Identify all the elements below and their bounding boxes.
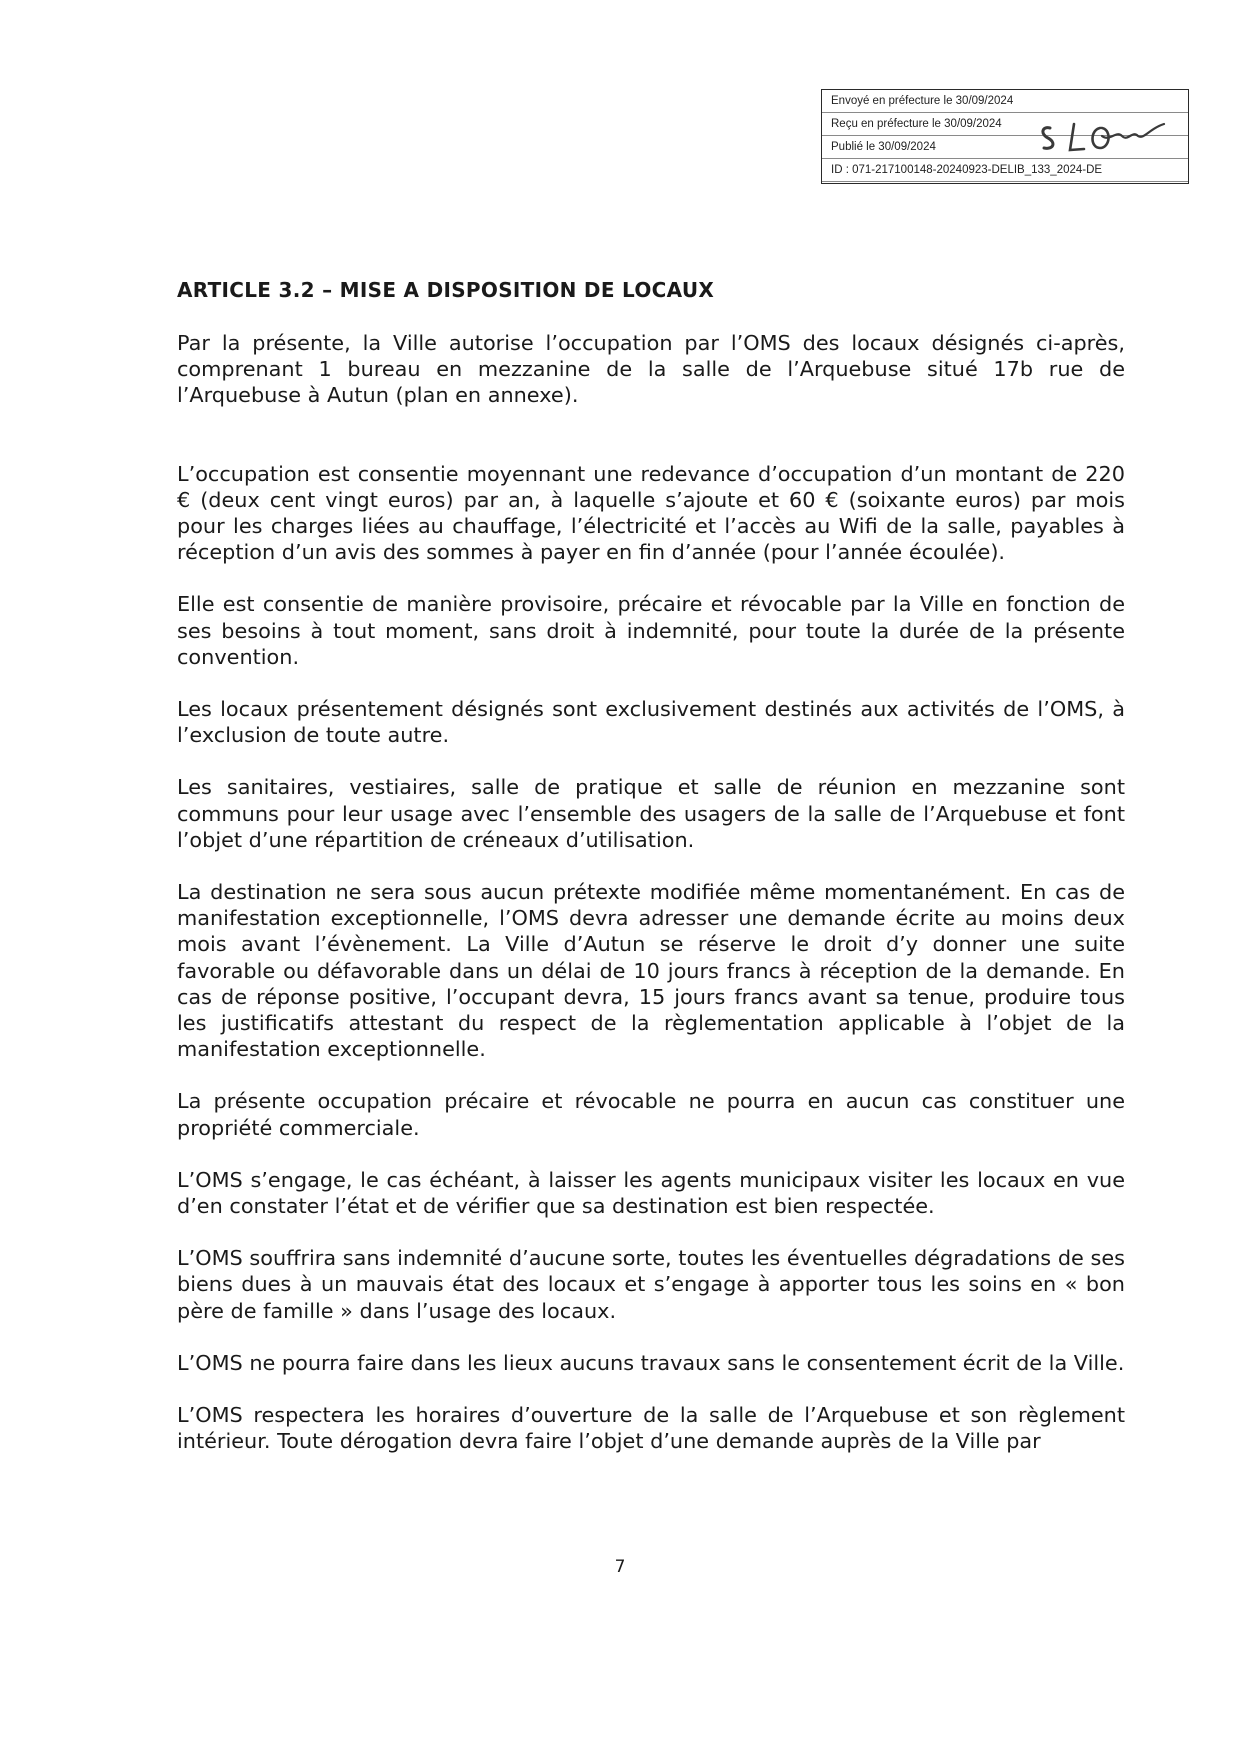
paragraph-works: L’OMS ne pourra faire dans les lieux aucuns travaux sans le consentement écrit de la Ville. [177, 1350, 1125, 1375]
article-title: ARTICLE 3.2 – MISE A DISPOSITION DE LOCAUX [177, 278, 715, 302]
paragraph-destination: La destination ne sera sous aucun prétexte modifiée même momentanément. En cas de manifestation exceptionnelle, l’OMS devra adresser une demande écrite au moins deux mois avant l’évènement. La Ville d’Autun se réserve le droit d’y donner une suite favorable ou défavorable dans un délai de 10 jours francs à réception de la demande. En cas de réponse positive, l’occupant devra, 15 jours francs avant sa tenue, produire tous les justificatifs attestant du respect de la règlementation applicable à l’objet de la manifestation exceptionnelle. [177, 880, 1125, 1062]
document-body [177, 270, 1125, 1481]
paragraph-inspection: L’OMS s’engage, le cas échéant, à laisser les agents municipaux visiter les locaux en vue d’en constater l’état et de vérifier que sa destination est bien respectée. [177, 1167, 1125, 1219]
paragraph-exclusive-use: Les locaux présentement désignés sont exclusivement destinés aux activités de l’OMS, à l’exclusion de toute autre. [177, 697, 1125, 748]
paragraph-fee: L’occupation est consentie moyennant une redevance d’occupation d’un montant de 220 € (deux cent vingt euros) par an, à laquelle s’ajoute et 60 € (soixante euros) par mois pour les charges liées au chauffage, l’électricité et l’accès au Wifi de la salle, payables à réception d’un avis des sommes à payer en fin d’année (pour l’année écoulée). [177, 461, 1125, 565]
paragraph-shared-facilities: Les sanitaires, vestiaires, salle de pratique et salle de réunion en mezzanine sont communs pour leur usage avec l’ensemble des usagers de la salle de l’Arquebuse et font l’objet d’une répartition de créneaux d’utilisation. [177, 775, 1125, 852]
stamp-id: ID : 071-217100148-20240923-DELIB_133_2024-DE [822, 159, 1188, 182]
paragraph-opening-hours: L’OMS respectera les horaires d’ouverture de la salle de l’Arquebuse et son règlement intérieur. Toute dérogation devra faire l’objet d’une demande auprès de la Ville par [177, 1403, 1125, 1454]
page-number: 7 [614, 1557, 626, 1577]
stamp-sent-date: Envoyé en préfecture le 30/09/2024 [822, 90, 1188, 113]
stamp-published-date: Publié le 30/09/2024 [822, 136, 1188, 159]
prefecture-stamp [821, 89, 1189, 184]
paragraph-provisional: Elle est consentie de manière provisoire, précaire et révocable par la Ville en fonction de ses besoins à tout moment, sans droit à indemnité, pour toute la durée de la présente convention. [177, 592, 1125, 669]
handwritten-signature [1040, 116, 1170, 160]
paragraph-damages: L’OMS souffrira sans indemnité d’aucune sorte, toutes les éventuelles dégradations de ses biens dues à un mauvais état des locaux et s’engage à apporter tous les soins en « bon père de famille » dans l’usage des locaux. [177, 1246, 1125, 1323]
stamp-received-date: Reçu en préfecture le 30/09/2024 [822, 113, 1188, 136]
paragraph-premises: Par la présente, la Ville autorise l’occupation par l’OMS des locaux désignés ci-après, comprenant 1 bureau en mezzanine de la salle de l’Arquebuse situé 17b rue de l’Arquebuse à Autun (plan en annexe). [177, 331, 1125, 408]
paragraph-commercial-property: La présente occupation précaire et révocable ne pourra en aucun cas constituer une propriété commerciale. [177, 1089, 1125, 1140]
